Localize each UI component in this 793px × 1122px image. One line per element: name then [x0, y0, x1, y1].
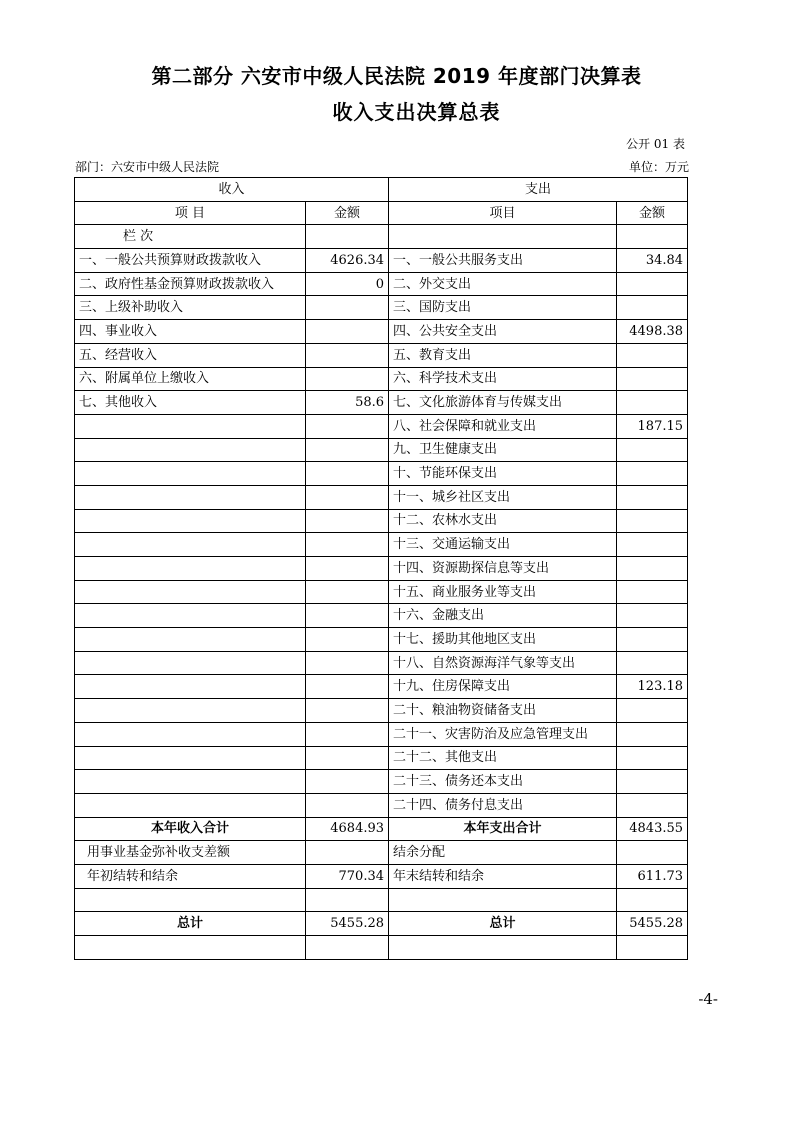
- income-item: [75, 651, 306, 675]
- expense-amount: [617, 651, 688, 675]
- expense-amount: [617, 557, 688, 581]
- income-amount: [306, 651, 389, 675]
- income-item-header: 项 目: [75, 201, 306, 225]
- empty-cell: [306, 225, 389, 249]
- budget-table: [74, 177, 688, 960]
- expense-amount: [617, 462, 688, 486]
- empty-cell: [389, 888, 617, 912]
- income-amount: [306, 628, 389, 652]
- table-row: [75, 628, 688, 652]
- income-amount: [306, 485, 389, 509]
- expense-amount: [617, 343, 688, 367]
- empty-cell: [617, 888, 688, 912]
- income-amount: [306, 557, 389, 581]
- department-label: 部门：六安市中级人民法院: [75, 160, 220, 174]
- table-row: [75, 509, 688, 533]
- income-item: 五、经营收入: [75, 343, 306, 367]
- column-label: 栏 次: [75, 225, 306, 249]
- annual-total-row: [75, 817, 688, 841]
- expense-item: 二十一、灾害防治及应急管理支出: [389, 722, 617, 746]
- income-item: [75, 533, 306, 557]
- expense-item: 四、公共安全支出: [389, 320, 617, 344]
- table-row: [75, 391, 688, 415]
- expense-item: 二、外交支出: [389, 272, 617, 296]
- empty-cell: [389, 225, 617, 249]
- column-number-row: [75, 225, 688, 249]
- income-item: 四、事业收入: [75, 320, 306, 344]
- expense-item: 五、教育支出: [389, 343, 617, 367]
- expense-item: 六、科学技术支出: [389, 367, 617, 391]
- table-row: [75, 604, 688, 628]
- expense-amount: [617, 722, 688, 746]
- blank-row: [75, 936, 688, 960]
- expense-header: 支出: [389, 178, 688, 202]
- empty-cell: [617, 225, 688, 249]
- expense-item: 二十三、债务还本支出: [389, 770, 617, 794]
- expense-amount: [617, 533, 688, 557]
- expense-item: 十四、资源勘探信息等支出: [389, 557, 617, 581]
- expense-amount: [617, 438, 688, 462]
- income-amount: [306, 746, 389, 770]
- expense-amount: [617, 841, 688, 865]
- expense-total-value: 4843.55: [617, 817, 688, 841]
- income-amount: 770.34: [306, 864, 389, 888]
- income-grand-total-label: 总计: [75, 912, 306, 936]
- income-item: [75, 462, 306, 486]
- income-amount: [306, 604, 389, 628]
- income-item: [75, 509, 306, 533]
- table-row: [75, 414, 688, 438]
- expense-amount: 4498.38: [617, 320, 688, 344]
- income-amount: [306, 722, 389, 746]
- income-amount: [306, 438, 389, 462]
- expense-item: 十三、交通运输支出: [389, 533, 617, 557]
- expense-amount: [617, 699, 688, 723]
- expense-item-header: 项目: [389, 201, 617, 225]
- income-item: [75, 604, 306, 628]
- income-item: 六、附属单位上缴收入: [75, 367, 306, 391]
- form-code: 公开 01 表: [626, 137, 685, 151]
- income-item: [75, 675, 306, 699]
- empty-cell: [75, 936, 306, 960]
- expense-grand-total-value: 5455.28: [617, 912, 688, 936]
- expense-amount: [617, 770, 688, 794]
- income-amount: [306, 533, 389, 557]
- expense-amount: [617, 793, 688, 817]
- income-total-label: 本年收入合计: [75, 817, 306, 841]
- income-item: 一、一般公共预算财政拨款收入: [75, 249, 306, 273]
- expense-amount: [617, 604, 688, 628]
- income-amount-header: 金额: [306, 201, 389, 225]
- income-amount: 58.6: [306, 391, 389, 415]
- income-total-value: 4684.93: [306, 817, 389, 841]
- empty-cell: [389, 936, 617, 960]
- expense-amount: [617, 272, 688, 296]
- expense-item: 九、卫生健康支出: [389, 438, 617, 462]
- income-amount: [306, 793, 389, 817]
- table-row: [75, 343, 688, 367]
- income-item: 七、其他收入: [75, 391, 306, 415]
- income-item: [75, 746, 306, 770]
- table-row: [75, 320, 688, 344]
- table-row: [75, 296, 688, 320]
- income-amount: [306, 841, 389, 865]
- expense-item: 一、一般公共服务支出: [389, 249, 617, 273]
- income-header: 收入: [75, 178, 389, 202]
- expense-item: 年末结转和结余: [389, 864, 617, 888]
- page-title: 第二部分 六安市中级人民法院 2019 年度部门决算表: [151, 64, 642, 88]
- income-item: [75, 628, 306, 652]
- table-row: [75, 438, 688, 462]
- expense-amount: [617, 296, 688, 320]
- expense-item: 十二、农林水支出: [389, 509, 617, 533]
- table-row: [75, 651, 688, 675]
- income-grand-total-value: 5455.28: [306, 912, 389, 936]
- expense-amount: 611.73: [617, 864, 688, 888]
- table-row: [75, 722, 688, 746]
- table-row: [75, 675, 688, 699]
- income-amount: 0: [306, 272, 389, 296]
- table-row: [75, 272, 688, 296]
- expense-item: 十五、商业服务业等支出: [389, 580, 617, 604]
- table-row: [75, 580, 688, 604]
- income-item: [75, 414, 306, 438]
- blank-row: [75, 888, 688, 912]
- expense-item: 七、文化旅游体育与传媒支出: [389, 391, 617, 415]
- empty-cell: [306, 936, 389, 960]
- income-item: [75, 485, 306, 509]
- expense-amount: [617, 628, 688, 652]
- income-item: 用事业基金弥补收支差额: [75, 841, 306, 865]
- income-item: 三、上级补助收入: [75, 296, 306, 320]
- income-amount: [306, 296, 389, 320]
- table-row: [75, 485, 688, 509]
- expense-amount: 123.18: [617, 675, 688, 699]
- income-item: [75, 699, 306, 723]
- expense-amount: [617, 746, 688, 770]
- expense-item: 八、社会保障和就业支出: [389, 414, 617, 438]
- expense-item: 二十、粮油物资储备支出: [389, 699, 617, 723]
- section-header-row: [75, 178, 688, 202]
- expense-amount: 34.84: [617, 249, 688, 273]
- empty-cell: [75, 888, 306, 912]
- table-row: [75, 841, 688, 865]
- expense-amount: 187.15: [617, 414, 688, 438]
- income-amount: [306, 367, 389, 391]
- expense-item: 结余分配: [389, 841, 617, 865]
- income-amount: [306, 509, 389, 533]
- expense-item: 二十二、其他支出: [389, 746, 617, 770]
- income-amount: [306, 580, 389, 604]
- expense-item: 三、国防支出: [389, 296, 617, 320]
- expense-amount: [617, 509, 688, 533]
- grand-total-row: [75, 912, 688, 936]
- unit-label: 单位：万元: [628, 160, 689, 174]
- expense-item: 十、节能环保支出: [389, 462, 617, 486]
- income-item: [75, 557, 306, 581]
- table-row: [75, 249, 688, 273]
- income-amount: [306, 462, 389, 486]
- expense-item: 十八、自然资源海洋气象等支出: [389, 651, 617, 675]
- empty-cell: [617, 936, 688, 960]
- table-row: [75, 699, 688, 723]
- income-item: [75, 580, 306, 604]
- expense-amount: [617, 580, 688, 604]
- expense-item: 十一、城乡社区支出: [389, 485, 617, 509]
- income-amount: [306, 675, 389, 699]
- page-number: -4-: [698, 990, 718, 1008]
- income-item: [75, 770, 306, 794]
- income-item: 年初结转和结余: [75, 864, 306, 888]
- table-row: [75, 462, 688, 486]
- table-row: [75, 533, 688, 557]
- expense-item: 十六、金融支出: [389, 604, 617, 628]
- expense-item: 十七、援助其他地区支出: [389, 628, 617, 652]
- expense-amount-header: 金额: [617, 201, 688, 225]
- expense-total-label: 本年支出合计: [389, 817, 617, 841]
- expense-amount: [617, 485, 688, 509]
- expense-grand-total-label: 总计: [389, 912, 617, 936]
- income-amount: [306, 699, 389, 723]
- expense-item: 十九、住房保障支出: [389, 675, 617, 699]
- income-item: [75, 793, 306, 817]
- expense-item: 二十四、债务付息支出: [389, 793, 617, 817]
- column-header-row: [75, 201, 688, 225]
- table-row: [75, 793, 688, 817]
- income-item: [75, 438, 306, 462]
- income-amount: [306, 414, 389, 438]
- table-row: [75, 367, 688, 391]
- table-title: 收入支出决算总表: [332, 100, 501, 124]
- income-amount: [306, 770, 389, 794]
- table-row: [75, 864, 688, 888]
- income-item: 二、政府性基金预算财政拨款收入: [75, 272, 306, 296]
- income-item: [75, 722, 306, 746]
- table-row: [75, 557, 688, 581]
- income-amount: 4626.34: [306, 249, 389, 273]
- income-amount: [306, 320, 389, 344]
- expense-amount: [617, 367, 688, 391]
- table-row: [75, 770, 688, 794]
- table-row: [75, 746, 688, 770]
- empty-cell: [306, 888, 389, 912]
- expense-amount: [617, 391, 688, 415]
- income-amount: [306, 343, 389, 367]
